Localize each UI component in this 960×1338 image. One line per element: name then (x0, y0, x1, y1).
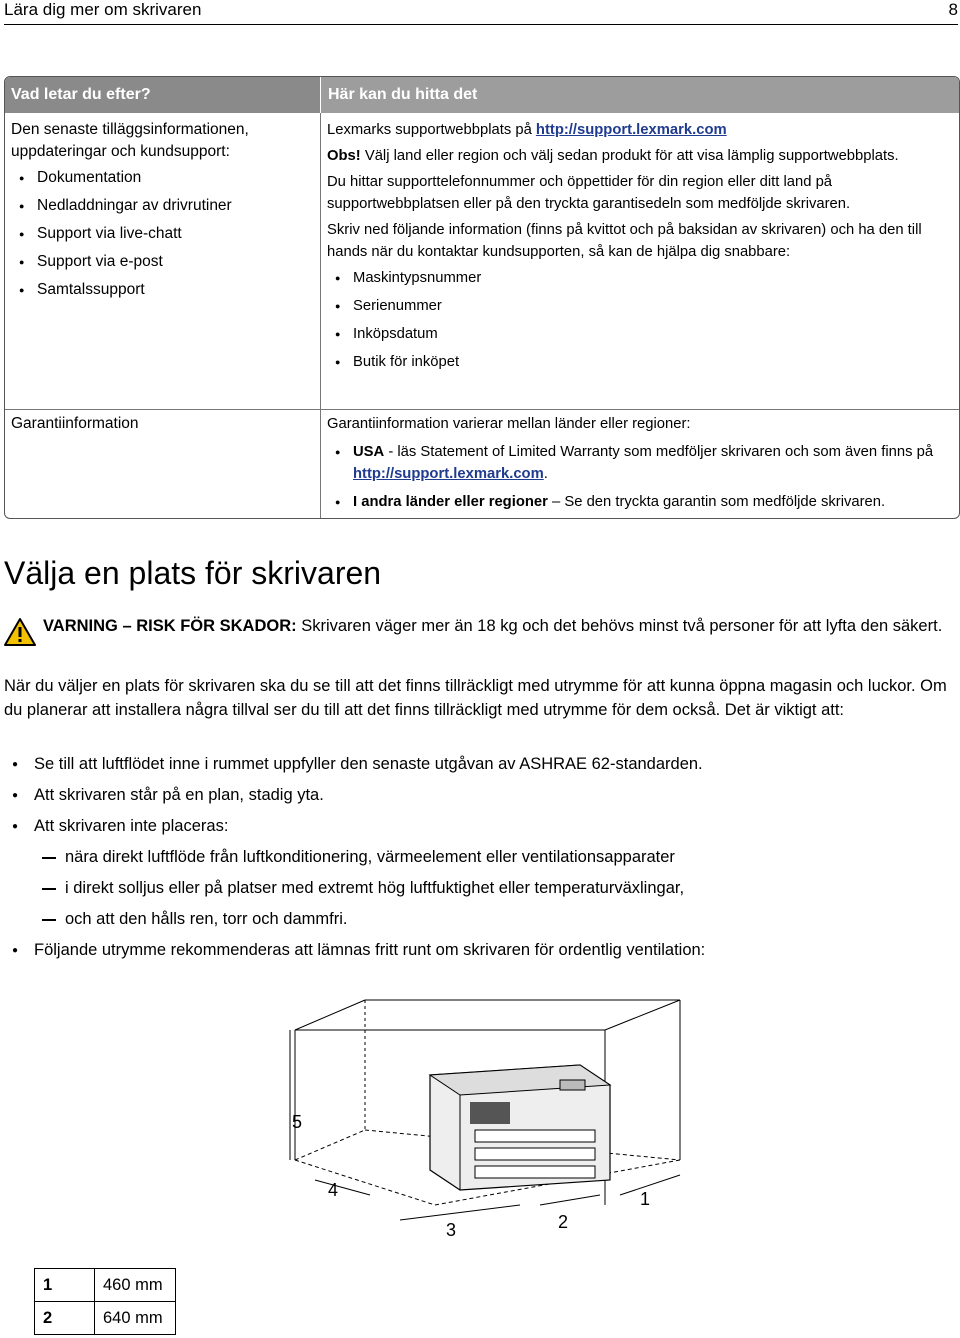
dim-label-3: 3 (446, 1220, 457, 1240)
row-divider (5, 409, 959, 410)
section-heading: Välja en plats för skrivaren (4, 555, 382, 591)
table-header-row (5, 77, 959, 113)
list-item: ● Att skrivaren inte placeras: (4, 814, 959, 838)
warning-label: VARNING – RISK FÖR SKADOR: (43, 617, 297, 635)
list-item: ● Maskintypsnummer (327, 267, 947, 289)
row1-left-intro: Den senaste tilläggsinformationen, uppdateringar och kundsupport: (11, 121, 249, 160)
table-row (35, 1302, 176, 1335)
warranty-other (327, 491, 947, 513)
customer-info-intro: Skriv ned följande information (finns på kvittot och på baksidan av skrivaren) och ha den till hands när du kontaktar kundsupporten, så kan de hjälpa dig snabbare: (327, 222, 922, 260)
warning-icon (4, 617, 36, 647)
row1-left-cell (11, 119, 311, 307)
page-header (4, 0, 958, 25)
printer-illustration (430, 1065, 610, 1190)
list-item: ● Samtalssupport (11, 279, 311, 301)
other-label: I andra länder eller regioner (353, 494, 548, 510)
usa-support-link[interactable]: http://support.lexmark.com (353, 466, 544, 482)
page-number: 8 (948, 0, 958, 19)
warning-text (43, 614, 958, 638)
list-item: ● Inköpsdatum (327, 323, 947, 345)
list-item: ● Serienummer (327, 295, 947, 317)
support-site-prefix: Lexmarks supportwebbplats på (327, 122, 536, 138)
clearance-table (34, 1268, 176, 1335)
clearance-key: 1 (35, 1269, 95, 1302)
placement-paragraph: När du väljer en plats för skrivaren ska du se till att det finns tillräckligt med utrymme för att kunna öppna magasin och luckor. Om du planerar att installera några tillval ser du till att det finns tillräckligt med utrymme för dem också. Det är viktigt att: (4, 677, 947, 719)
clearance-diagram (270, 990, 710, 1250)
clearance-value: 460 mm (95, 1269, 176, 1302)
support-site-line (327, 119, 947, 141)
sub-list-item: nära direkt luftflöde från luftkonditionering, värmeelement eller ventilationsapparater (4, 845, 959, 869)
clearance-key: 2 (35, 1302, 95, 1335)
usa-end: . (543, 466, 548, 482)
dim-label-5: 5 (292, 1112, 303, 1132)
list-item: ● Se till att luftflödet inne i rummet uppfyller den senaste utgåvan av ASHRAE 62-standarden. (4, 752, 959, 776)
sub-list-item: och att den hålls ren, torr och dammfri. (4, 907, 959, 931)
placement-list (4, 752, 959, 962)
customer-info-list (327, 267, 947, 373)
usa-label: USA (353, 444, 385, 460)
support-note (327, 145, 947, 167)
list-item: ● Nedladdningar av drivrutiner (11, 195, 311, 217)
warranty-intro: Garantiinformation varierar mellan länder eller regioner: (327, 416, 691, 432)
list-item: ● Att skrivaren står på en plan, stadig yta. (4, 783, 959, 807)
table-header-left (5, 77, 321, 113)
col-heading-left: Vad letar du efter? (11, 86, 151, 103)
usa-text: - läs Statement of Limited Warranty som medföljer skrivaren och som även finns på (384, 444, 934, 460)
row1-right-cell (327, 119, 947, 379)
column-divider (320, 113, 321, 518)
note-label: Obs! (327, 148, 361, 164)
list-item: ● Butik för inköpet (327, 351, 947, 373)
dim-label-1: 1 (640, 1189, 651, 1209)
note-text: Välj land eller region och välj sedan produkt för att visa lämplig supportwebbplats. (360, 148, 899, 164)
clearance-value: 640 mm (95, 1302, 176, 1335)
list-item: ● Support via live-chatt (11, 223, 311, 245)
table-row (35, 1269, 176, 1302)
col-heading-right: Här kan du hitta det (328, 86, 478, 103)
header-title: Lära dig mer om skrivaren (4, 0, 202, 19)
warning-body: Skrivaren väger mer än 18 kg och det behövs minst två personer för att lyfta den säkert. (296, 617, 943, 635)
other-text: – Se den tryckta garantin som medföljde skrivaren. (547, 494, 886, 510)
list-item: ● Support via e-post (11, 251, 311, 273)
list-item: ● Dokumentation (11, 167, 311, 189)
dim-label-4: 4 (328, 1180, 339, 1200)
support-site-link[interactable]: http://support.lexmark.com (535, 122, 727, 138)
row2-right-cell (327, 413, 947, 519)
list-item: ● Följande utrymme rekommenderas att lämnas fritt runt om skrivaren för ordentlig ventilation: (4, 938, 959, 962)
info-table (4, 76, 960, 519)
warranty-label: Garantiinformation (11, 415, 139, 432)
warranty-usa (327, 441, 947, 485)
warranty-list (327, 441, 947, 513)
phone-info: Du hittar supporttelefonnummer och öppettider för din region eller ditt land på supportwebbplatsen eller på den tryckta garantisedeln som medföljde skrivaren. (327, 174, 851, 212)
sub-list-item: i direkt solljus eller på platser med extremt hög luftfuktighet eller temperaturväxlingar, (4, 876, 959, 900)
row1-left-list (11, 167, 311, 301)
dim-label-2: 2 (558, 1212, 569, 1232)
